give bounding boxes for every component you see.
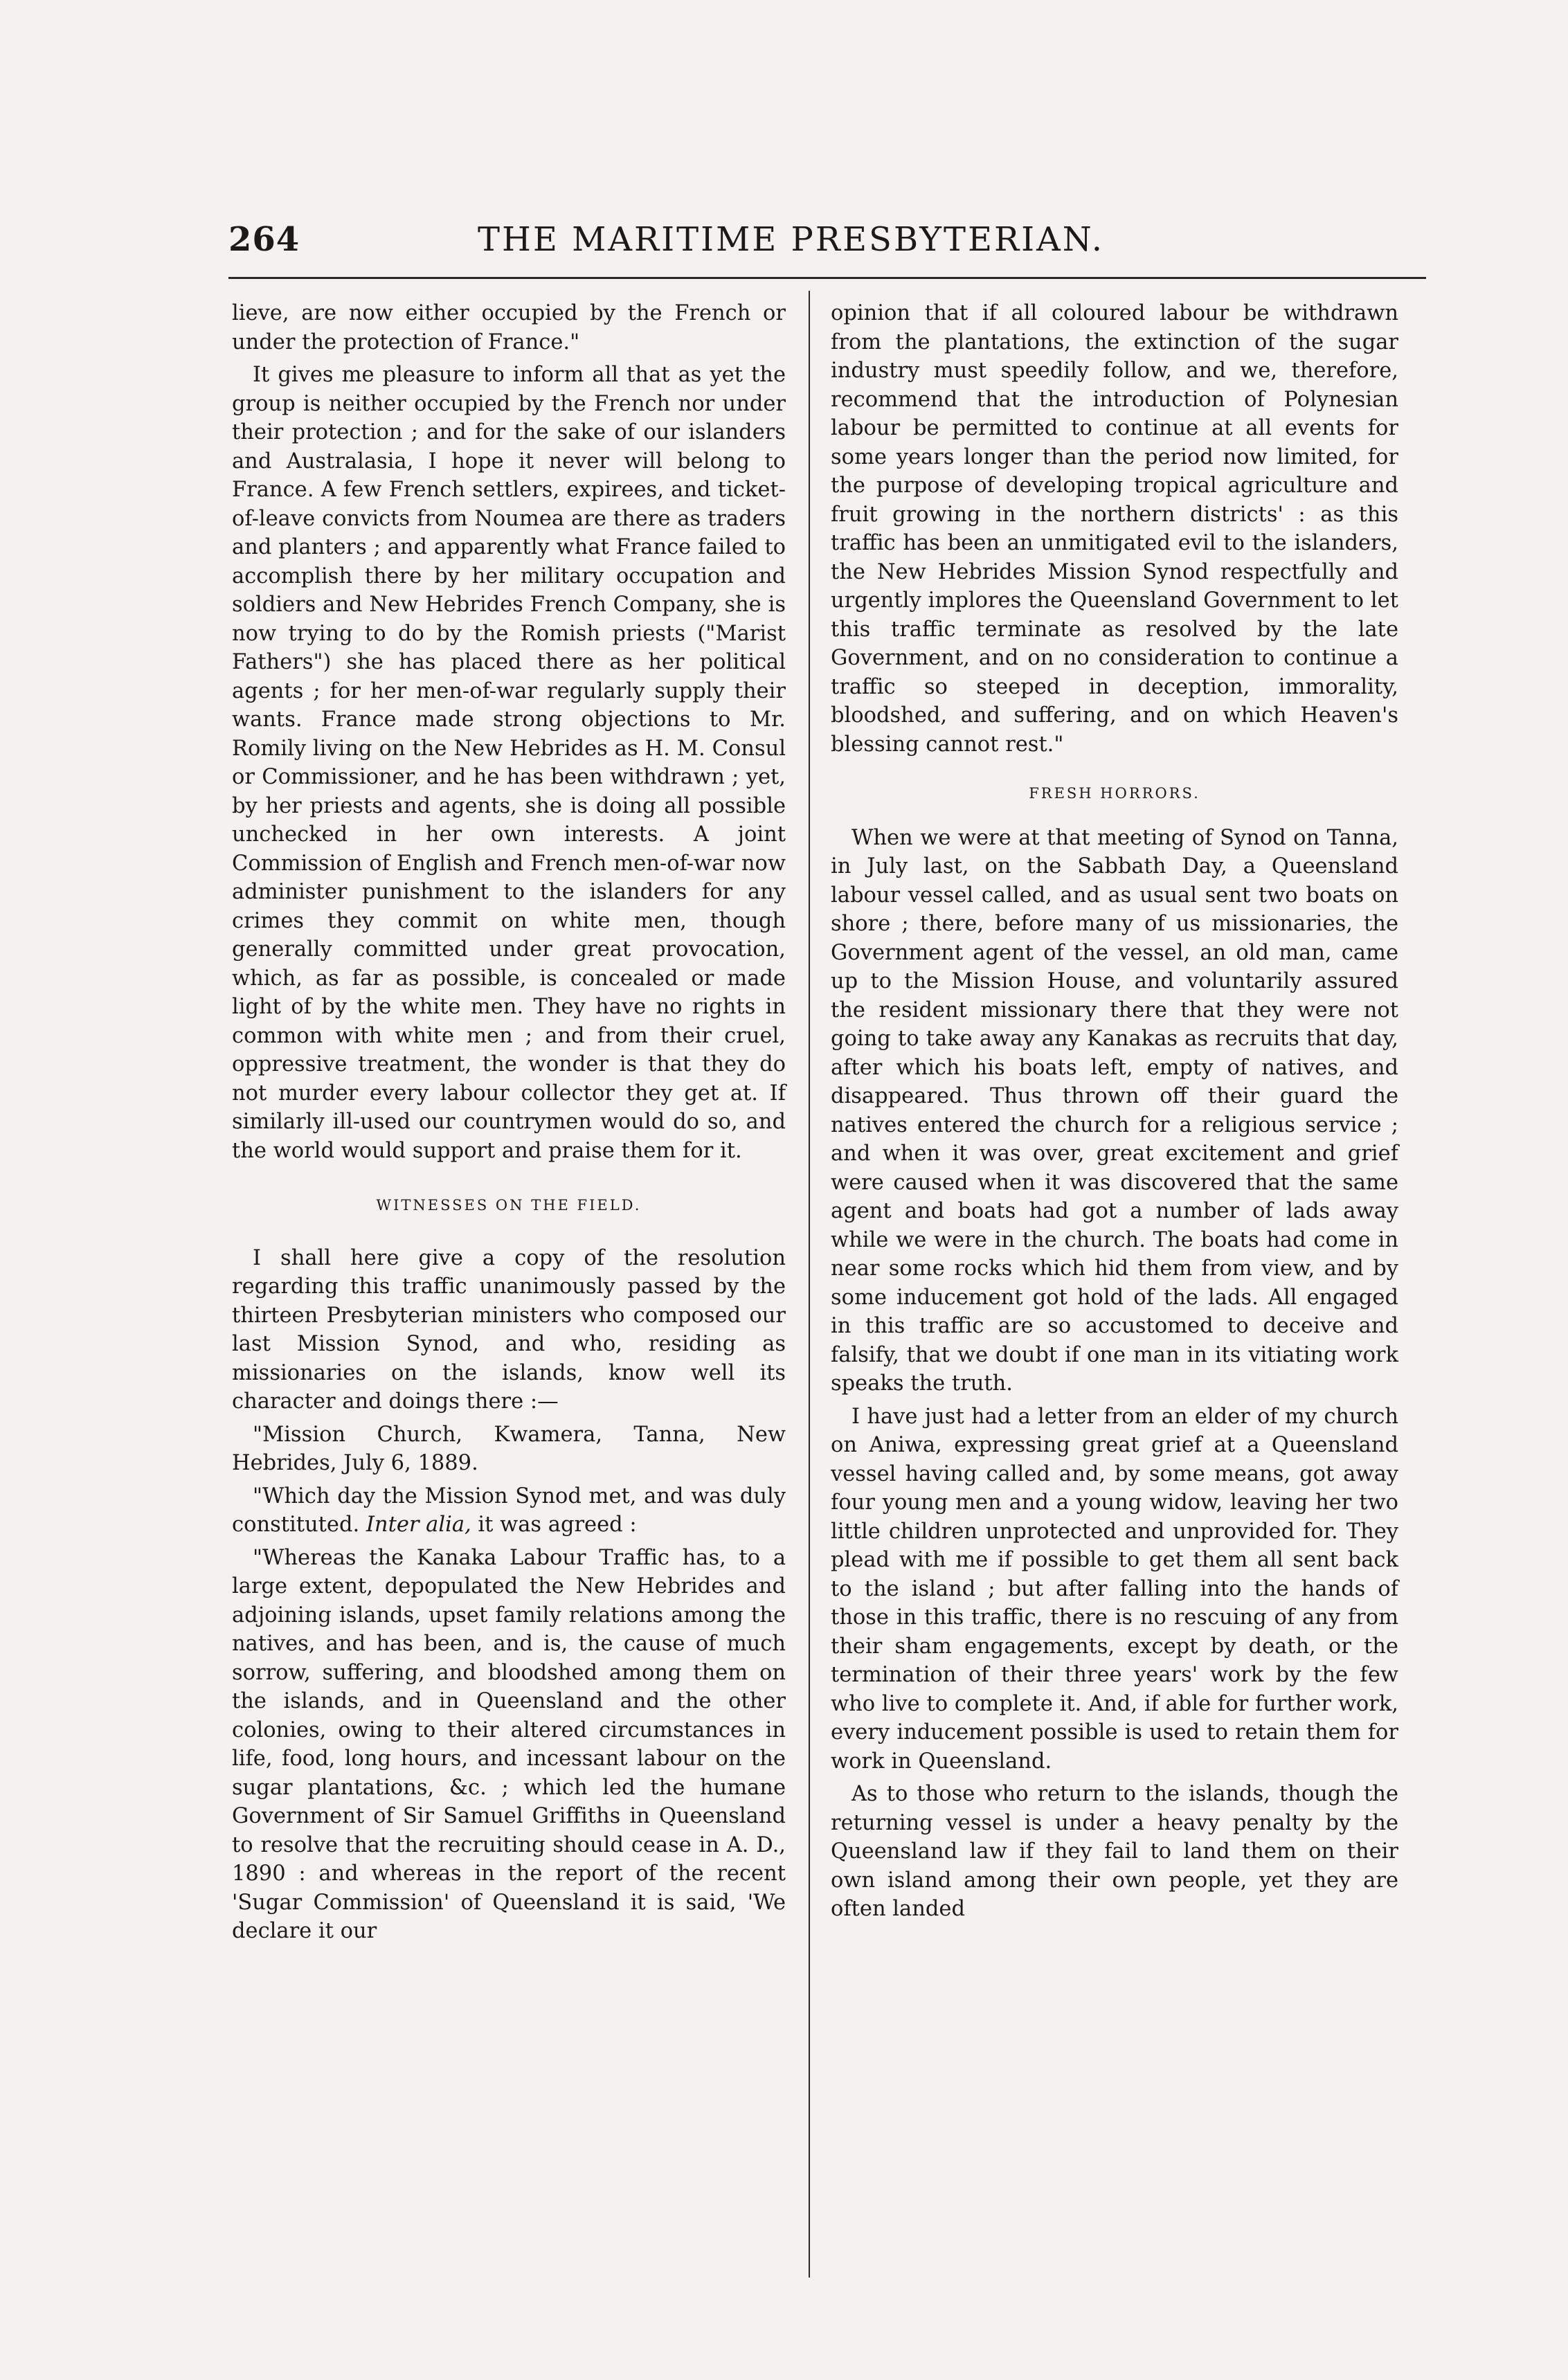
paragraph: "Mission Church, Kwamera, Tanna, New Hebrides, July 6, 1889. [232,1422,786,1475]
paragraph: lieve, are now either occupied by the French or under the protection of France." [232,301,786,354]
page-number: 264 [228,220,300,259]
italic-text: Inter alia, [366,1513,471,1537]
paragraph: I shall here give a copy of the resolution regarding this traffic unanimously passed by the thirteen Presbyterian ministers who composed our last Mission Synod, and who, residing as missionaries on the islands, know well its character and doings there :— [232,1245,786,1414]
header-rule [228,277,1426,279]
paragraph [232,1482,786,1540]
left-column [232,299,786,1950]
section-heading: FRESH HORRORS. [1029,785,1200,802]
right-column [831,299,1398,1928]
running-title: THE MARITIME PRESBYTERIAN. [478,220,1104,259]
text-run: it was agreed : [471,1513,637,1537]
section-heading: WITNESSES ON THE FIELD. [376,1197,642,1214]
paragraph: When we were at that meeting of Synod on Tanna, in July last, on the Sabbath Day, a Queensland labour vessel called, and as usual sent two boats on shore ; there, before many of us missionaries, the Government agent of the vessel, an old man, came up to the Mission House, and voluntarily assured the resident missionary there that they were not going to take away any Kanakas as recruits that day, after which his boats left, empty of natives, and disappeared. Thus thrown off their guard the natives entered the church for a religious service ; and when it was over, great excitement and grief were caused when it was discovered that the same agent and boats had got a number of lads away while we were in the church. The boats had come in near some rocks which hid them from view, and by some inducement got hold of the lads. All engaged in this traffic are so accustomed to deceive and falsify, that we doubt if one man in its vitiating work speaks the truth. [831,825,1398,1396]
text-run: "Which day the Mission Synod met, and was duly constituted. [232,1484,786,1537]
paragraph: It gives me pleasure to inform all that as yet the group is neither occupied by the French nor under their protection ; and for the sake of our islanders and Australasia, I hope it never will belong to France. A few French settlers, expirees, and ticket-of-leave convicts from Noumea are there as traders and planters ; and apparently what France failed to accomplish there by her military occupation and soldiers and New Hebrides French Company, she is now trying to do by the Romish priests ("Marist Fathers") she has placed there as her political agents ; for her men-of-war regularly supply their wants. France made strong objections to Mr. Romily living on the New Hebrides as H. M. Consul or Commissioner, and he has been withdrawn ; yet, by her priests and agents, she is doing all possible unchecked in her own interests. A joint Commission of English and French men-of-war now administer punishment to the islanders for any crimes they commit on white men, though generally committed under great provocation, which, as far as possible, is concealed or made light of by the white men. They have no rights in common with white men ; and from their cruel, oppressive treatment, the wonder is that they do not murder every labour collector they get at. If similarly ill-used our countrymen would do so, and the world would support and praise them for it. [232,363,786,1163]
page-header [228,220,1405,269]
paragraph: As to those who return to the islands, though the returning vessel is under a heavy penalty by the Queensland law if they fail to land them on their own island among their own people, yet they are often landed [831,1782,1398,1921]
paragraph: opinion that if all coloured labour be withdrawn from the plantations, the extinction of the sugar industry must speedily follow, and we, therefore, recommend that the introduction of Polynesian labour be permitted to continue at all events for some years longer than the period now limited, for the purpose of developing tropical agriculture and fruit growing in the northern districts' : as this traffic has been an unmitigated evil to the islanders, the New Hebrides Mission Synod respectfully and urgently implores the Queensland Government to let this traffic terminate as resolved by the late Government, and on no consideration to continue a traffic so steeped in deception, immorality, bloodshed, and suffering, and on which Heaven's blessing cannot rest." [831,301,1398,757]
paragraph: "Whereas the Kanaka Labour Traffic has, to a large extent, depopulated the New Hebrides and adjoining islands, upset family relations among the natives, and has been, and is, the cause of much sorrow, suffering, and bloodshed among them on the islands, and in Queensland and the other colonies, owing to their altered circumstances in life, food, long hours, and incessant labour on the sugar plantations, &c. ; which led the humane Government of Sir Samuel Griffiths in Queensland to resolve that the recruiting should cease in A. D., 1890 : and whereas in the report of the recent 'Sugar Commission' of Queensland it is said, 'We declare it our [232,1545,786,1943]
column-divider [809,291,810,2278]
paragraph: I have just had a letter from an elder of my church on Aniwa, expressing great grief at a Queensland vessel having called and, by some means, got away four young men and a young widow, leaving her two little children unprotected and unprovided for. They plead with me if possible to get them all sent back to the island ; but after falling into the hands of those in this traffic, there is no rescuing of any from their sham engagements, except by death, or the termination of their three years' work by the few who live to complete it. And, if able for further work, every inducement possible is used to retain them for work in Queensland. [831,1404,1398,1774]
